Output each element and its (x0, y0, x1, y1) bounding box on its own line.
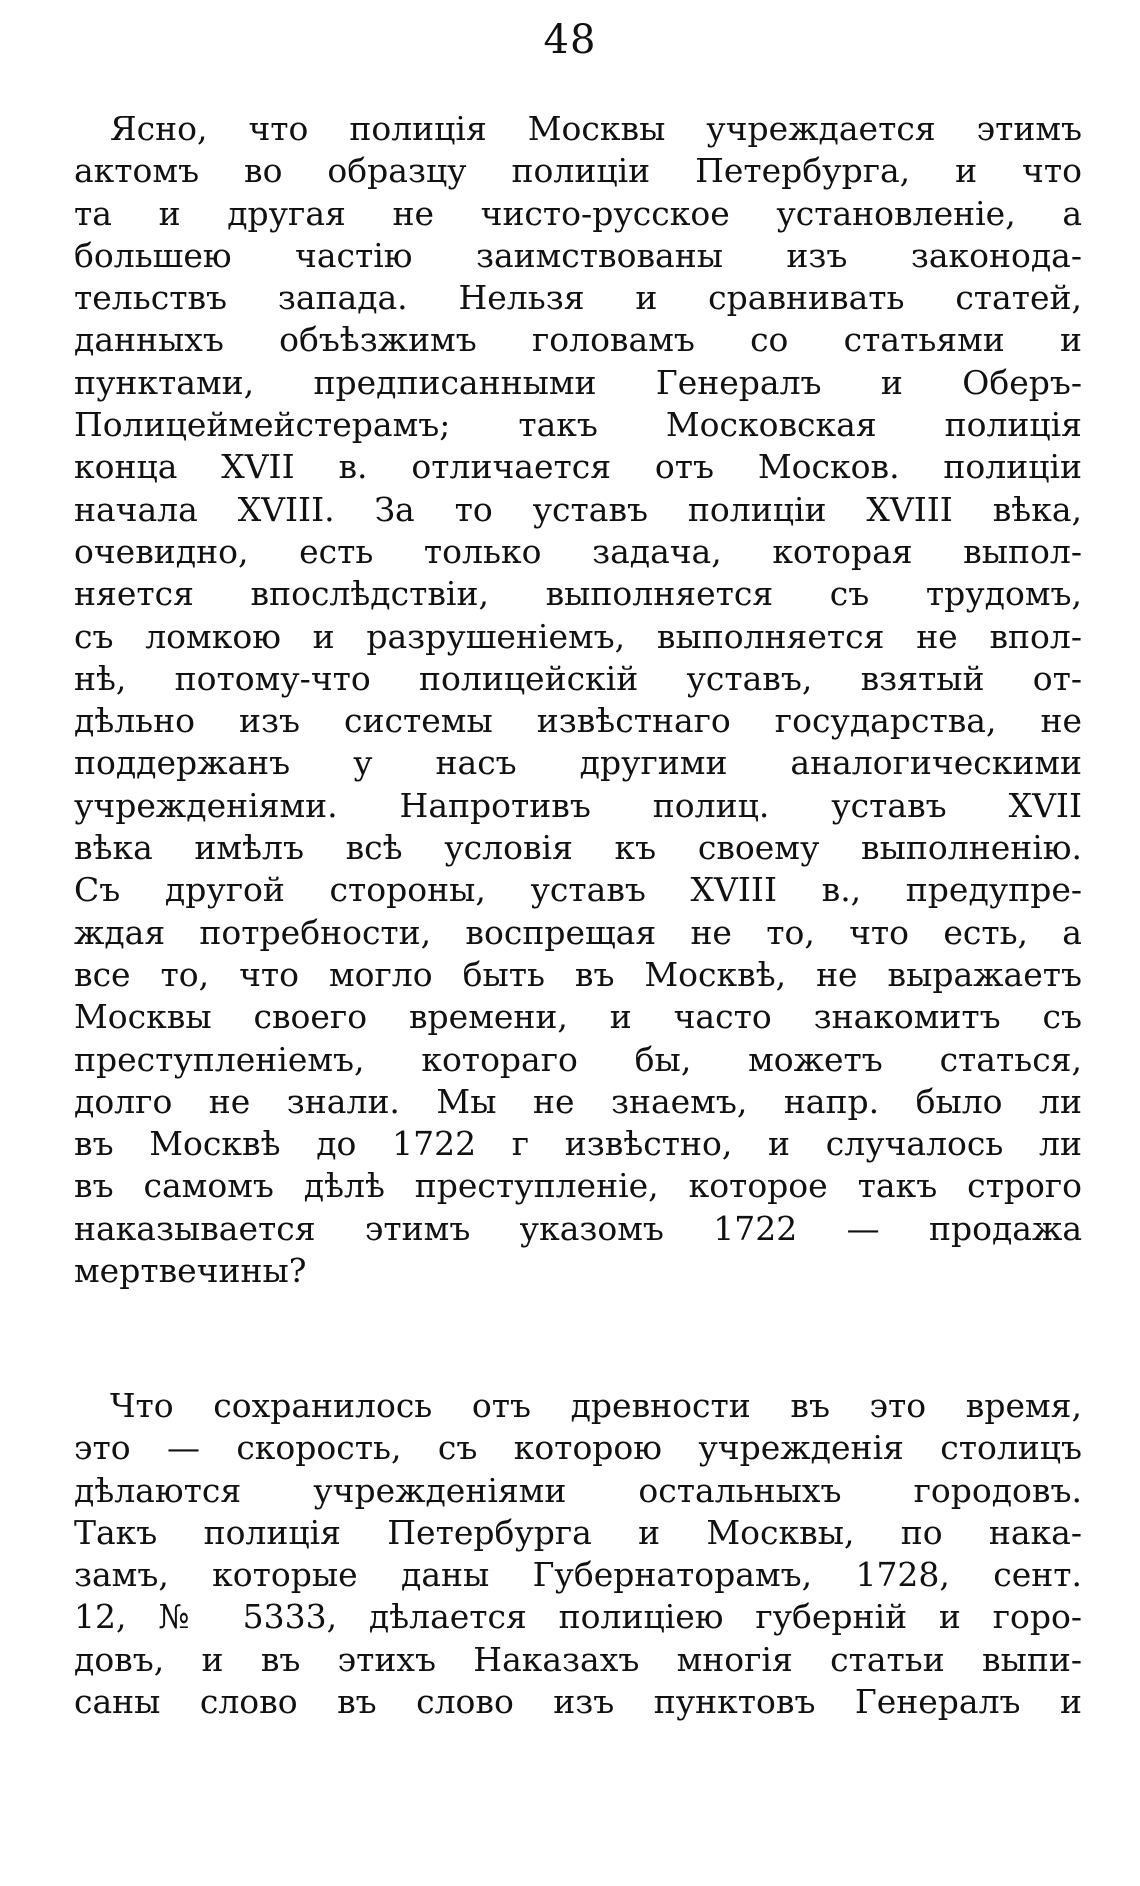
text-line: учрежденіями. Напротивъ полиц. уставъ XVII (74, 785, 1082, 825)
text-line: въ Москвѣ до 1722 г извѣстно, и случалось ли (74, 1124, 1082, 1164)
text-line: преступленіемъ, котораго бы, можетъ статься, (74, 1039, 1082, 1079)
text-line: Такъ полиція Петербурга и Москвы, по нака- (74, 1512, 1082, 1552)
text-line: конца XVII в. отличается отъ Москов. полиціи (74, 447, 1082, 487)
text-line: актомъ во образцу полиціи Петербурга, и что (74, 151, 1082, 191)
text-line: ждая потребности, воспрещая не то, что есть, а (74, 912, 1082, 952)
text-line: Полицеймейстерамъ; такъ Московская полиція (74, 405, 1082, 445)
text-line: няется впослѣдствіи, выполняется съ трудомъ, (74, 574, 1082, 614)
text-line: въ самомъ дѣлѣ преступленіе, которое такъ строго (74, 1166, 1082, 1206)
text-line: 12, № 5333, дѣлается полиціею губерній и горо- (74, 1597, 1082, 1637)
page-number: 48 (543, 17, 597, 63)
text-line: вѣка имѣлъ всѣ условія къ своему выполненію. (74, 828, 1082, 868)
text-line: замъ, которые даны Губернаторамъ, 1728, сент. (74, 1555, 1082, 1595)
text-line: съ ломкою и разрушеніемъ, выполняется не впол- (74, 616, 1082, 656)
text-line: та и другая не чисто-русское установленіе, а (74, 193, 1082, 233)
text-line: поддержанъ у насъ другими аналогическими (74, 743, 1082, 783)
text-line: мертвечины? (74, 1251, 307, 1291)
text-line: это — скорость, съ которою учрежденія столицъ (74, 1428, 1082, 1468)
text-line: данныхъ объѣзжимъ головамъ со статьями и (74, 320, 1082, 360)
text-line: большею частію заимствованы изъ законода- (74, 235, 1082, 275)
text-line: пунктами, предписанными Генералъ и Оберъ- (74, 362, 1082, 402)
text-line: саны слово въ слово изъ пунктовъ Генералъ и (74, 1682, 1082, 1722)
text-line: довъ, и въ этихъ Наказахъ многія статьи выпи- (74, 1639, 1082, 1679)
text-line: тельствъ запада. Нельзя и сравнивать статей, (74, 278, 1082, 318)
text-line: Что сохранилось отъ древности въ это время, (110, 1386, 1082, 1425)
text-line: дѣльно изъ системы извѣстнаго государства, не (74, 701, 1082, 741)
text-line: очевидно, есть только задача, которая выпол- (74, 531, 1082, 571)
text-line: Москвы своего времени, и часто знакомитъ съ (74, 997, 1082, 1037)
text-line: нѣ, потому-что полицейскій уставъ, взятый от- (74, 658, 1082, 698)
text-line: все то, что могло быть въ Москвѣ, не выражаетъ (74, 954, 1082, 994)
text-line: Съ другой стороны, уставъ XVIII в., предупре- (74, 870, 1082, 910)
text-line: долго не знали. Мы не знаемъ, напр. было ли (74, 1081, 1082, 1121)
text-line: Ясно, что полиція Москвы учреждается этимъ (110, 109, 1082, 148)
text-line: наказывается этимъ указомъ 1722 — продажа (74, 1208, 1082, 1248)
text-line: дѣлаются учрежденіями остальныхъ городовъ. (74, 1470, 1082, 1510)
paragraph-1 (74, 108, 1082, 1292)
text-line: начала XVIII. За то уставъ полиціи XVIII вѣка, (74, 489, 1082, 529)
paragraph-2 (74, 1385, 1082, 1723)
